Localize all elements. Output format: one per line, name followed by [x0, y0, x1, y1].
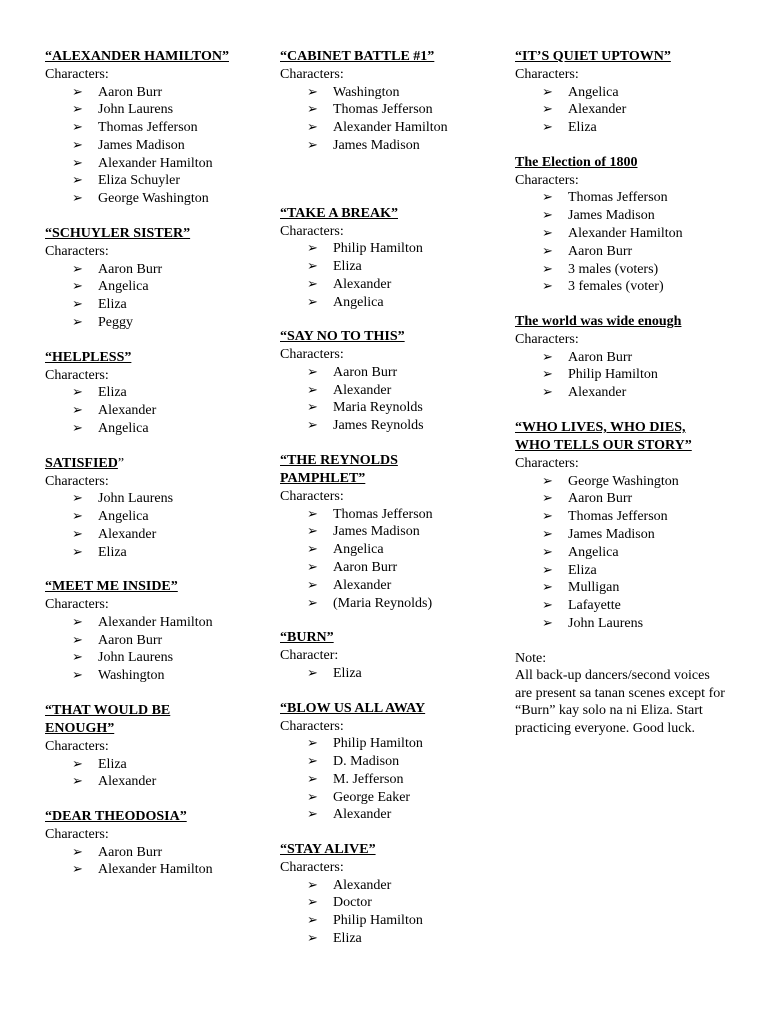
arrow-bullet-icon: ➢	[307, 559, 318, 575]
arrow-bullet-icon: ➢	[307, 294, 318, 310]
song-title: “CABINET BATTLE #1”	[280, 49, 435, 64]
column-2	[280, 48, 508, 965]
arrow-bullet-icon: ➢	[72, 668, 83, 684]
arrow-bullet-icon: ➢	[542, 544, 553, 560]
arrow-bullet-icon: ➢	[307, 789, 318, 805]
characters-label: Characters:	[45, 827, 109, 843]
song-title: SATISFIED”	[45, 455, 125, 471]
characters-label: Characters:	[515, 332, 579, 348]
arrow-bullet-icon: ➢	[307, 753, 318, 769]
arrow-bullet-icon: ➢	[307, 120, 318, 136]
arrow-bullet-icon: ➢	[307, 364, 318, 380]
arrow-bullet-icon: ➢	[72, 403, 83, 419]
list-item: ➢ George Washington	[72, 191, 209, 207]
note-label: Note:	[515, 650, 547, 666]
arrow-bullet-icon: ➢	[542, 225, 553, 241]
character-list	[280, 735, 508, 824]
characters-label: Characters:	[45, 473, 109, 489]
list-item: ➢ Thomas Jefferson	[542, 509, 668, 525]
characters-label: Characters:	[280, 718, 344, 734]
arrow-bullet-icon: ➢	[542, 562, 553, 578]
song-title: “ALEXANDER HAMILTON”	[45, 49, 229, 64]
note-block	[515, 650, 735, 738]
arrow-bullet-icon: ➢	[307, 241, 318, 257]
list-item: ➢ Aaron Burr	[72, 632, 163, 648]
song-title: “MEET ME INSIDE”	[45, 579, 178, 595]
characters-label: Characters:	[280, 489, 344, 505]
list-item: ➢ Alexander Hamilton	[307, 120, 448, 136]
character-list	[280, 506, 508, 613]
list-item: ➢ Alexander Hamilton	[72, 155, 213, 171]
arrow-bullet-icon: ➢	[72, 650, 83, 666]
list-item: ➢ Aaron Burr	[72, 844, 163, 860]
list-item: ➢ Alexander	[307, 807, 392, 823]
list-item: ➢ Alexander Hamilton	[72, 862, 213, 878]
characters-label: Characters:	[45, 597, 109, 613]
list-item: ➢ Philip Hamilton	[542, 367, 658, 383]
characters-label: Characters:	[280, 860, 344, 876]
arrow-bullet-icon: ➢	[542, 367, 553, 383]
arrow-bullet-icon: ➢	[72, 191, 83, 207]
arrow-bullet-icon: ➢	[72, 420, 83, 436]
list-item: ➢ James Reynolds	[307, 418, 424, 434]
arrow-bullet-icon: ➢	[307, 102, 318, 118]
arrow-bullet-icon: ➢	[307, 418, 318, 434]
list-item: ➢ 3 males (voters)	[542, 261, 659, 277]
list-item: ➢ Philip Hamilton	[307, 241, 423, 257]
arrow-bullet-icon: ➢	[72, 614, 83, 630]
song-title: “HELPLESS”	[45, 349, 132, 365]
arrow-bullet-icon: ➢	[307, 137, 318, 153]
list-item: ➢ Alexander	[72, 774, 157, 790]
arrow-bullet-icon: ➢	[72, 155, 83, 171]
list-item: ➢ Eliza	[307, 258, 362, 274]
song-title: “THAT WOULD BE ENOUGH”	[45, 703, 171, 737]
list-item: ➢ Angelica	[307, 294, 384, 310]
arrow-bullet-icon: ➢	[307, 258, 318, 274]
arrow-bullet-icon: ➢	[307, 895, 318, 911]
list-item: ➢ Philip Hamilton	[307, 736, 423, 752]
list-item: ➢ Alexander	[72, 403, 157, 419]
list-item: ➢ Mulligan	[542, 580, 620, 596]
arrow-bullet-icon: ➢	[72, 544, 83, 560]
list-item: ➢ Eliza	[542, 120, 597, 136]
list-item: ➢ 3 females (voter)	[542, 279, 664, 295]
arrow-bullet-icon: ➢	[307, 382, 318, 398]
list-item: ➢ Alexander	[307, 577, 392, 593]
list-item: ➢ Aaron Burr	[307, 364, 398, 380]
list-item: ➢ George Eaker	[307, 789, 411, 805]
arrow-bullet-icon: ➢	[542, 491, 553, 507]
song-satisfied	[45, 455, 273, 562]
arrow-bullet-icon: ➢	[72, 137, 83, 153]
list-item: ➢ Eliza	[307, 931, 362, 947]
arrow-bullet-icon: ➢	[307, 807, 318, 823]
character-list	[45, 261, 273, 332]
arrow-bullet-icon: ➢	[307, 877, 318, 893]
list-item: ➢ Alexander Hamilton	[72, 614, 213, 630]
arrow-bullet-icon: ➢	[307, 771, 318, 787]
arrow-bullet-icon: ➢	[542, 349, 553, 365]
characters-label: Characters:	[45, 739, 109, 755]
list-item: ➢ George Washington	[542, 473, 679, 489]
characters-label: Characters:	[515, 456, 579, 472]
list-item: ➢ Angelica	[542, 84, 619, 100]
list-item: ➢ Aaron Burr	[307, 559, 398, 575]
arrow-bullet-icon: ➢	[72, 279, 83, 295]
character-list	[280, 665, 508, 683]
arrow-bullet-icon: ➢	[542, 526, 553, 542]
arrow-bullet-icon: ➢	[542, 385, 553, 401]
song-blow-us-all-away	[280, 700, 508, 824]
list-item: ➢ Angelica	[542, 544, 619, 560]
character-list	[515, 189, 735, 296]
song-the-reynolds-pamphlet	[280, 452, 508, 612]
character-list	[515, 473, 735, 633]
characters-label: Characters:	[45, 67, 109, 82]
list-item: ➢ Eliza	[542, 562, 597, 578]
song-title: “STAY ALIVE”	[280, 842, 376, 858]
characters-label: Characters:	[45, 244, 109, 260]
character-list	[280, 84, 508, 155]
list-item: ➢ James Madison	[307, 137, 420, 153]
arrow-bullet-icon: ➢	[307, 276, 318, 292]
song-stay-alive	[280, 841, 508, 948]
arrow-bullet-icon: ➢	[542, 120, 553, 136]
arrow-bullet-icon: ➢	[72, 774, 83, 790]
song-the-world-was-wide-enough	[515, 313, 735, 402]
character-list	[280, 364, 508, 435]
arrow-bullet-icon: ➢	[307, 506, 318, 522]
arrow-bullet-icon: ➢	[72, 844, 83, 860]
arrow-bullet-icon: ➢	[72, 508, 83, 524]
song-title: The Election of 1800	[515, 154, 638, 170]
arrow-bullet-icon: ➢	[72, 261, 83, 277]
arrow-bullet-icon: ➢	[307, 524, 318, 540]
list-item: ➢ Eliza	[72, 756, 127, 772]
song-say-no-to-this	[280, 328, 508, 435]
arrow-bullet-icon: ➢	[307, 665, 318, 681]
list-item: ➢ James Madison	[307, 524, 420, 540]
arrow-bullet-icon: ➢	[307, 736, 318, 752]
arrow-bullet-icon: ➢	[72, 102, 83, 118]
list-item: ➢ Alexander	[542, 102, 627, 118]
characters-label: Characters:	[280, 347, 344, 363]
arrow-bullet-icon: ➢	[542, 84, 553, 100]
list-item: ➢ Eliza	[307, 665, 362, 681]
arrow-bullet-icon: ➢	[542, 598, 553, 614]
characters-label: Characters:	[45, 367, 109, 383]
list-item: ➢ Maria Reynolds	[307, 400, 423, 416]
song-title: “BURN”	[280, 630, 334, 646]
arrow-bullet-icon: ➢	[307, 542, 318, 558]
song-title: “THE REYNOLDS PAMPHLET”	[280, 453, 398, 487]
list-item: ➢ Eliza	[72, 385, 127, 401]
list-item: ➢ (Maria Reynolds)	[307, 595, 433, 611]
list-item: ➢ Angelica	[72, 279, 149, 295]
arrow-bullet-icon: ➢	[72, 297, 83, 313]
character-list	[45, 384, 273, 437]
song-helpless	[45, 349, 273, 438]
arrow-bullet-icon: ➢	[72, 526, 83, 542]
arrow-bullet-icon: ➢	[542, 615, 553, 631]
list-item: ➢ John Laurens	[72, 491, 174, 507]
characters-label: Characters:	[515, 67, 579, 82]
arrow-bullet-icon: ➢	[307, 931, 318, 947]
list-item: ➢ Eliza	[72, 544, 127, 560]
arrow-bullet-icon: ➢	[542, 190, 553, 206]
arrow-bullet-icon: ➢	[72, 385, 83, 401]
song-title: “IT’S QUIET UPTOWN”	[515, 49, 671, 64]
arrow-bullet-icon: ➢	[542, 279, 553, 295]
character-list	[515, 349, 735, 402]
list-item: ➢ Thomas Jefferson	[542, 190, 668, 206]
list-item: ➢ Washington	[307, 84, 400, 100]
list-item: ➢ Angelica	[72, 508, 149, 524]
characters-label: Characters:	[280, 223, 344, 239]
characters-label: Characters:	[515, 172, 579, 188]
song-title: “WHO LIVES, WHO DIES, WHO TELLS OUR STORY”	[515, 420, 692, 454]
list-item: ➢ Alexander	[307, 877, 392, 893]
list-item: ➢ Thomas Jefferson	[72, 120, 198, 136]
song-take-a-break	[280, 205, 508, 312]
arrow-bullet-icon: ➢	[542, 509, 553, 525]
column-3	[515, 48, 735, 754]
character-list	[280, 240, 508, 311]
list-item: ➢ Thomas Jefferson	[307, 102, 433, 118]
list-item: ➢ James Madison	[542, 526, 655, 542]
song-its-quiet-uptown	[515, 48, 735, 137]
character-label: Character:	[280, 648, 339, 664]
list-item: ➢ Angelica	[307, 542, 384, 558]
arrow-bullet-icon: ➢	[542, 261, 553, 277]
character-list	[45, 490, 273, 561]
list-item: ➢ Eliza	[72, 297, 127, 313]
arrow-bullet-icon: ➢	[542, 208, 553, 224]
arrow-bullet-icon: ➢	[542, 580, 553, 596]
list-item: ➢ Aaron Burr	[542, 491, 633, 507]
arrow-bullet-icon: ➢	[72, 120, 83, 136]
list-item: ➢ Alexander	[307, 276, 392, 292]
song-who-lives-who-dies	[515, 419, 735, 633]
list-item: ➢ Eliza Schuyler	[72, 173, 181, 189]
character-list	[515, 84, 735, 137]
list-item: ➢ Aaron Burr	[72, 84, 163, 100]
list-item: ➢ John Laurens	[542, 615, 644, 631]
arrow-bullet-icon: ➢	[72, 491, 83, 507]
list-item: ➢ Alexander Hamilton	[542, 225, 683, 241]
song-burn	[280, 629, 508, 682]
list-item: ➢ Philip Hamilton	[307, 913, 423, 929]
song-title: “DEAR THEODOSIA”	[45, 809, 187, 825]
arrow-bullet-icon: ➢	[307, 400, 318, 416]
arrow-bullet-icon: ➢	[542, 102, 553, 118]
song-title: “BLOW US ALL AWAY	[280, 700, 426, 716]
list-item: ➢ James Madison	[72, 137, 185, 153]
list-item: ➢ Angelica	[72, 420, 149, 436]
arrow-bullet-icon: ➢	[307, 84, 318, 100]
song-title: “SAY NO TO THIS”	[280, 329, 405, 345]
song-schuyler-sister	[45, 225, 273, 332]
list-item: ➢ Doctor	[307, 895, 372, 911]
list-item: ➢ Alexander	[307, 382, 392, 398]
character-list	[45, 84, 273, 209]
arrow-bullet-icon: ➢	[307, 913, 318, 929]
song-dear-theodosia	[45, 808, 273, 879]
characters-label: Characters:	[280, 67, 344, 82]
character-list	[280, 877, 508, 948]
list-item: ➢ Lafayette	[542, 598, 621, 614]
column-1	[45, 48, 273, 896]
arrow-bullet-icon: ➢	[72, 632, 83, 648]
song-meet-me-inside	[45, 578, 273, 685]
list-item: ➢ Thomas Jefferson	[307, 506, 433, 522]
song-title: “TAKE A BREAK”	[280, 205, 398, 221]
arrow-bullet-icon: ➢	[72, 314, 83, 330]
arrow-bullet-icon: ➢	[542, 473, 553, 489]
arrow-bullet-icon: ➢	[542, 243, 553, 259]
arrow-bullet-icon: ➢	[307, 577, 318, 593]
list-item: ➢ John Laurens	[72, 102, 174, 118]
song-title: The world was wide enough	[515, 314, 682, 330]
list-item: ➢ D. Madison	[307, 753, 400, 769]
list-item: ➢ Aaron Burr	[542, 349, 633, 365]
list-item: ➢ Washington	[72, 668, 165, 684]
note-text: All back-up dancers/second voices are present sa tanan scenes except for “Burn” kay solo na ni Eliza. Start practicing everyone. Good luck.	[515, 668, 725, 736]
song-that-would-be-enough	[45, 702, 273, 791]
arrow-bullet-icon: ➢	[72, 862, 83, 878]
arrow-bullet-icon: ➢	[72, 756, 83, 772]
list-item: ➢ M. Jefferson	[307, 771, 404, 787]
list-item: ➢ John Laurens	[72, 650, 174, 666]
song-cabinet-battle-1	[280, 48, 508, 188]
arrow-bullet-icon: ➢	[72, 173, 83, 189]
song-title: “SCHUYLER SISTER”	[45, 226, 191, 242]
arrow-bullet-icon: ➢	[72, 84, 83, 100]
song-alexander-hamilton	[45, 48, 273, 208]
song-the-election-of-1800	[515, 154, 735, 296]
list-item: ➢ Aaron Burr	[72, 261, 163, 277]
list-item: ➢ Peggy	[72, 314, 133, 330]
list-item: ➢ Aaron Burr	[542, 243, 633, 259]
character-list	[45, 756, 273, 792]
arrow-bullet-icon: ➢	[307, 595, 318, 611]
list-item: ➢ Alexander	[72, 526, 157, 542]
list-item: ➢ James Madison	[542, 208, 655, 224]
list-item: ➢ Alexander	[542, 385, 627, 401]
character-list	[45, 614, 273, 685]
character-list	[45, 844, 273, 880]
